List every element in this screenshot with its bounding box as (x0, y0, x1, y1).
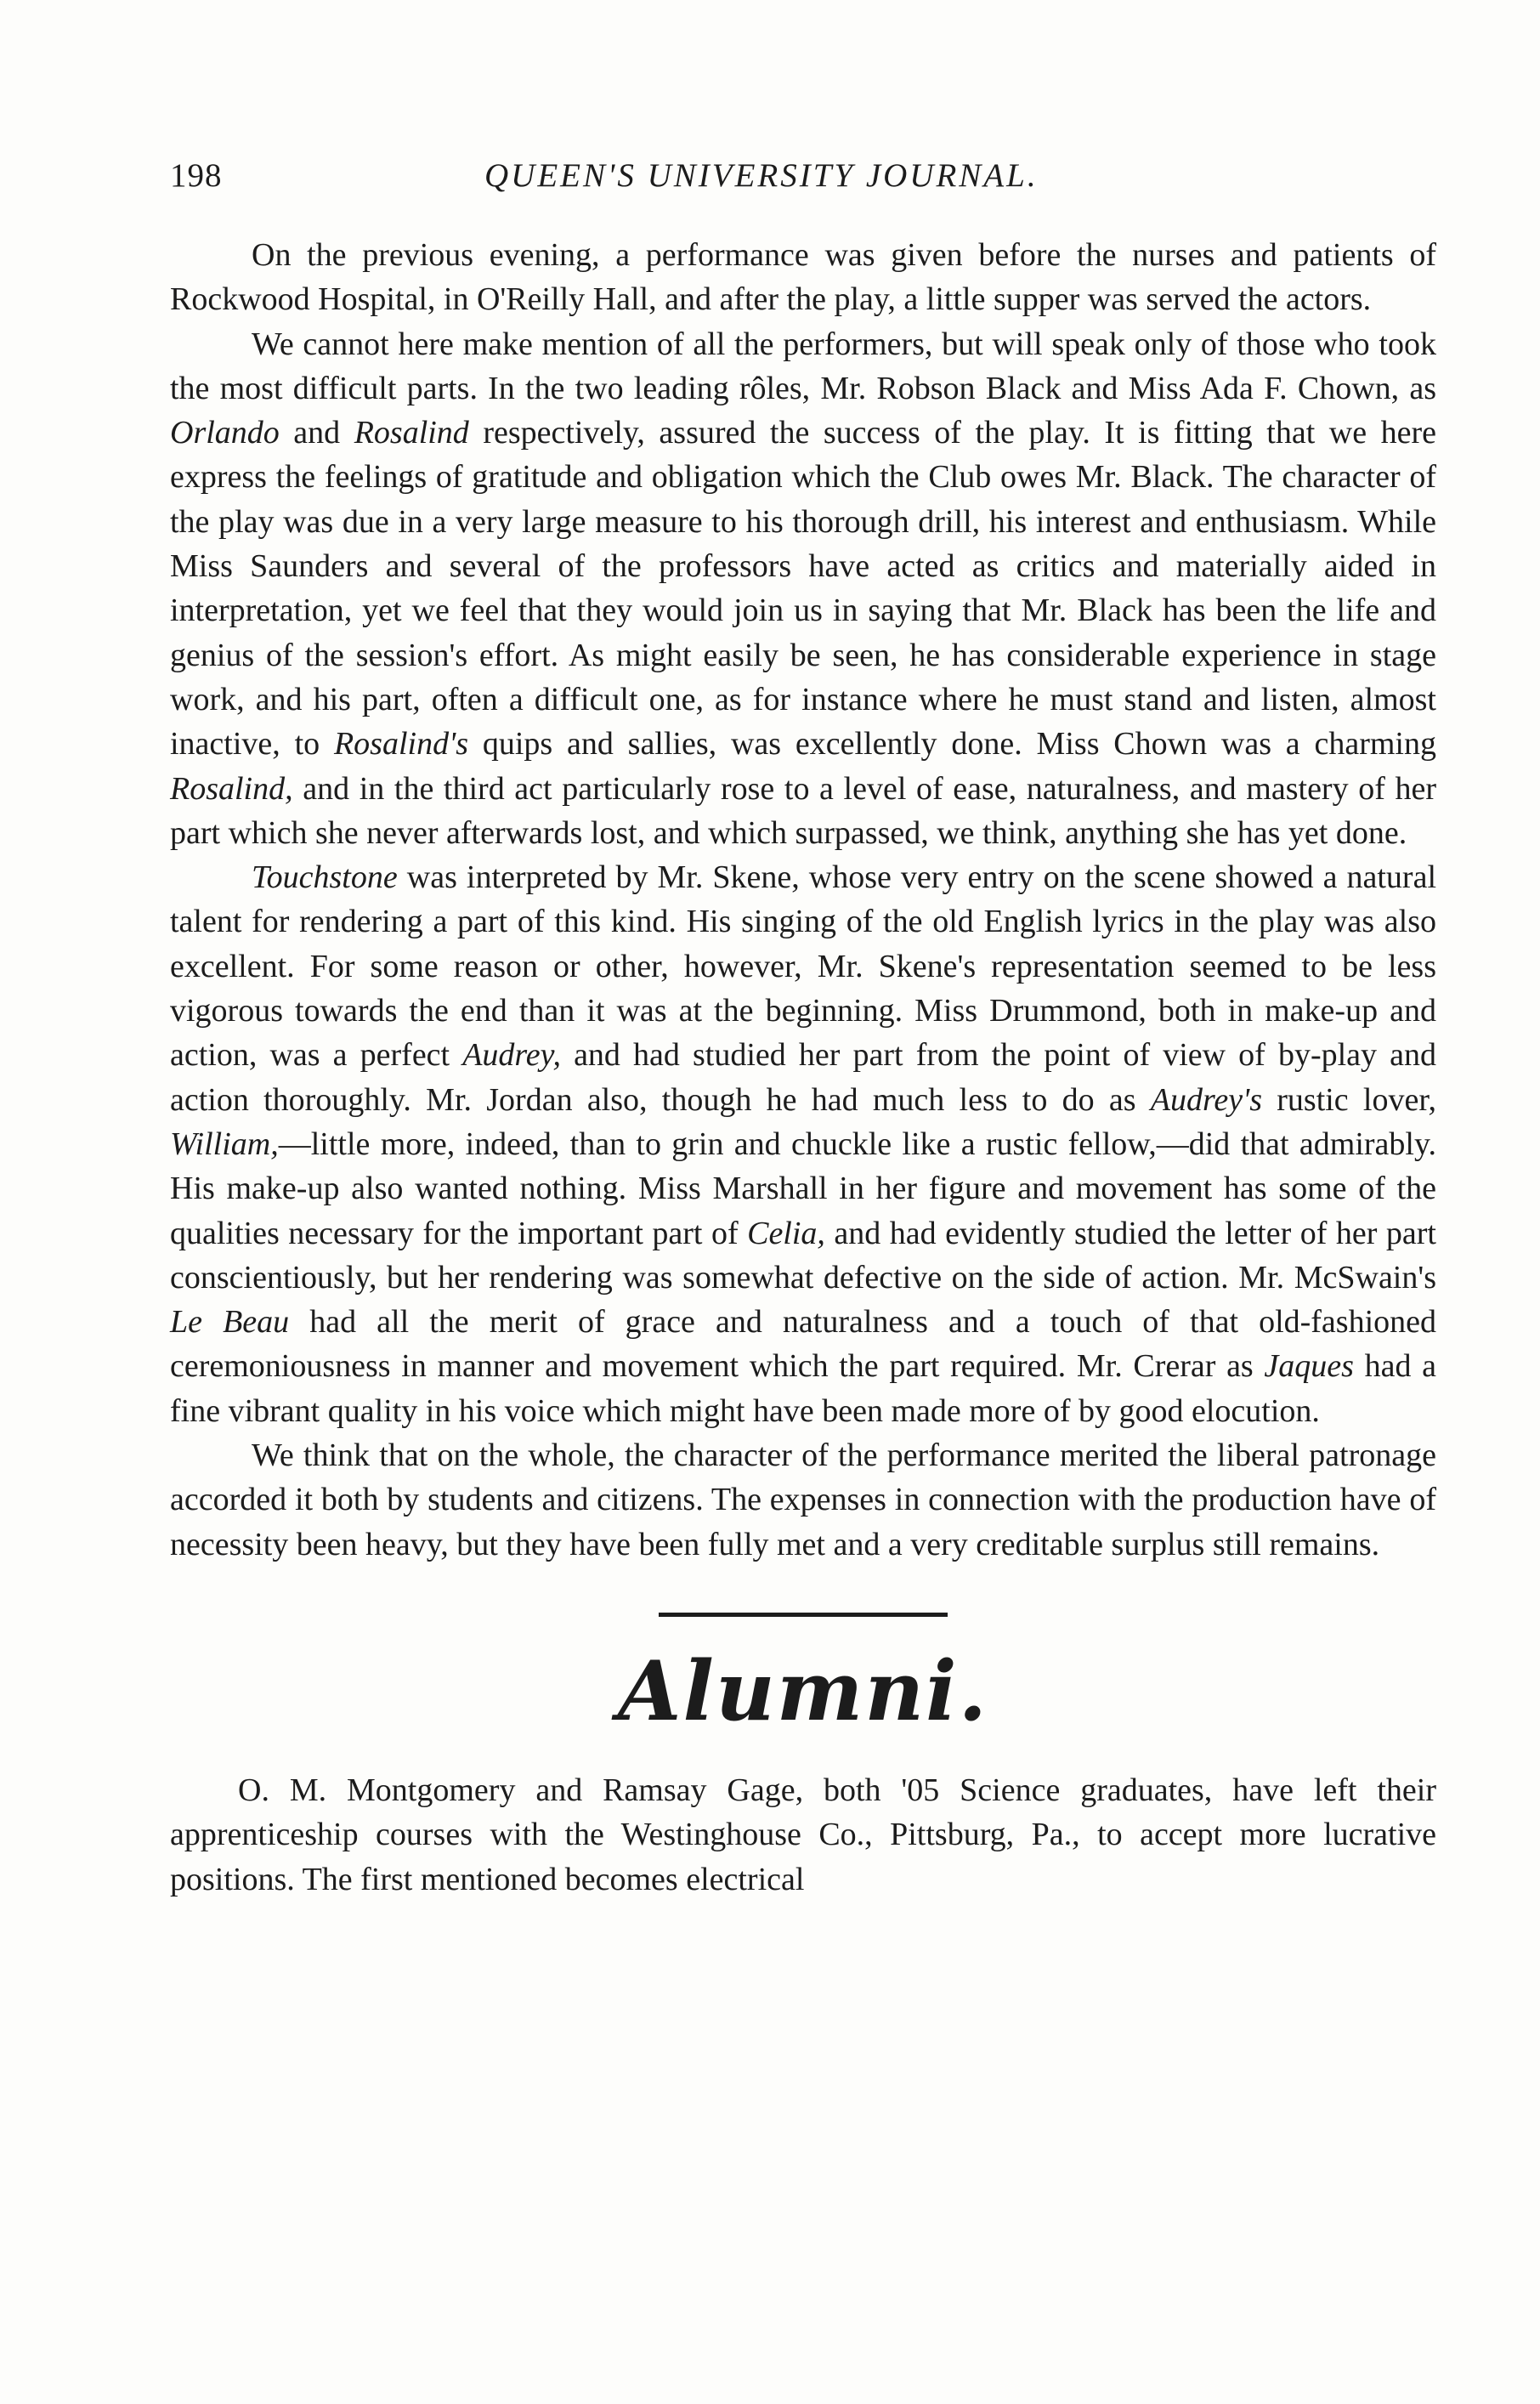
italic-title: Rosalind (354, 415, 469, 451)
italic-title: Audrey's (1150, 1081, 1262, 1118)
section-divider (659, 1613, 948, 1617)
article-paragraph: Touchstone was interpreted by Mr. Skene, whose very entry on the scene showed a natural talent for rendering a part of this kind. His singing of the old English lyrics in the play was also excellent. For some reason or other, however, Mr. Skene's representation seemed to be less vigorous towards the end than it was at the beginning. Miss Drummond, both in make-up and action, was a perfect Audrey, and had studied her part from the point of view of by-play and action thoroughly. Mr. Jordan also, though he had much less to do as Audrey's rustic lover, William,—little more, indeed, than to grin and chuckle like a rustic fellow,—did that admirably. His make-up also wanted nothing. Miss Marshall in her figure and movement has some of the qualities necessary for the important part of Celia, and had evidently studied the letter of her part conscientiously, but her rendering was somewhat defective on the side of action. Mr. McSwain's Le Beau had all the merit of grace and naturalness and a touch of that old-fashioned ceremoniousness in manner and movement which the part required. Mr. Crerar as Jaques had a fine vibrant quality in his voice which might have been made more of by good elocution. (170, 859, 1437, 1429)
article-paragraph: We think that on the whole, the character of the performance merited the liberal patronage accorded it both by students and citizens. The expenses in connection with the production have of necessity been heavy, but they have been fully met and a very creditable surplus still remains. (170, 1437, 1436, 1562)
journal-title: QUEEN'S UNIVERSITY JOURNAL. (484, 157, 1039, 194)
italic-title: Rosalind, (170, 770, 293, 807)
italic-title: Rosalind's (333, 726, 468, 763)
page-header (170, 145, 1436, 204)
italic-title: Touchstone (252, 859, 398, 896)
italic-title: Le Beau (170, 1304, 290, 1341)
italic-title: Audrey, (462, 1037, 561, 1074)
page-number: 198 (170, 157, 223, 194)
italic-title: William, (170, 1125, 279, 1162)
italic-title: Jaques (1264, 1348, 1354, 1385)
article-paragraph: On the previous evening, a performance was given before the nurses and patients of Rockwood Hospital, in O'Reilly Hall, and after the play, a little supper was served the actors. (170, 237, 1436, 318)
alumni-heading: Alumni. (617, 1642, 988, 1739)
italic-title: Orlando (170, 415, 280, 451)
journal-page (170, 145, 1436, 1902)
article-body (170, 233, 1436, 1567)
alumni-body (170, 1768, 1436, 1902)
article-paragraph: We cannot here make mention of all the performers, but will speak only of those who took the most difficult parts. In the two leading rôles, Mr. Robson Black and Miss Ada F. Chown, as Orlando and Rosalind respectively, assured the success of the play. It is fitting that we here express the feelings of gratitude and obligation which the Club owes Mr. Black. The character of the play was due in a very large measure to his thorough drill, his interest and enthusiasm. While Miss Saunders and several of the professors have acted as critics and materially aided in interpretation, yet we feel that they would join us in saying that Mr. Black has been the life and genius of the session's effort. As might easily be seen, he has considerable experience in stage work, and his part, often a difficult one, as for instance where he must stand and listen, almost inactive, to Rosalind's quips and sallies, was excellently done. Miss Chown was a charming Rosalind, and in the third act particularly rose to a level of ease, naturalness, and mastery of her part which she never afterwards lost, and which surpassed, we think, anything she has yet done. (170, 326, 1436, 851)
italic-title: Celia, (747, 1215, 825, 1251)
alumni-paragraph: O. M. Montgomery and Ramsay Gage, both '05 Science graduates, have left their apprenticeship courses with the Westinghouse Co., Pittsburg, Pa., to accept more lucrative positions. The first mentioned becomes electrical (170, 1772, 1436, 1897)
